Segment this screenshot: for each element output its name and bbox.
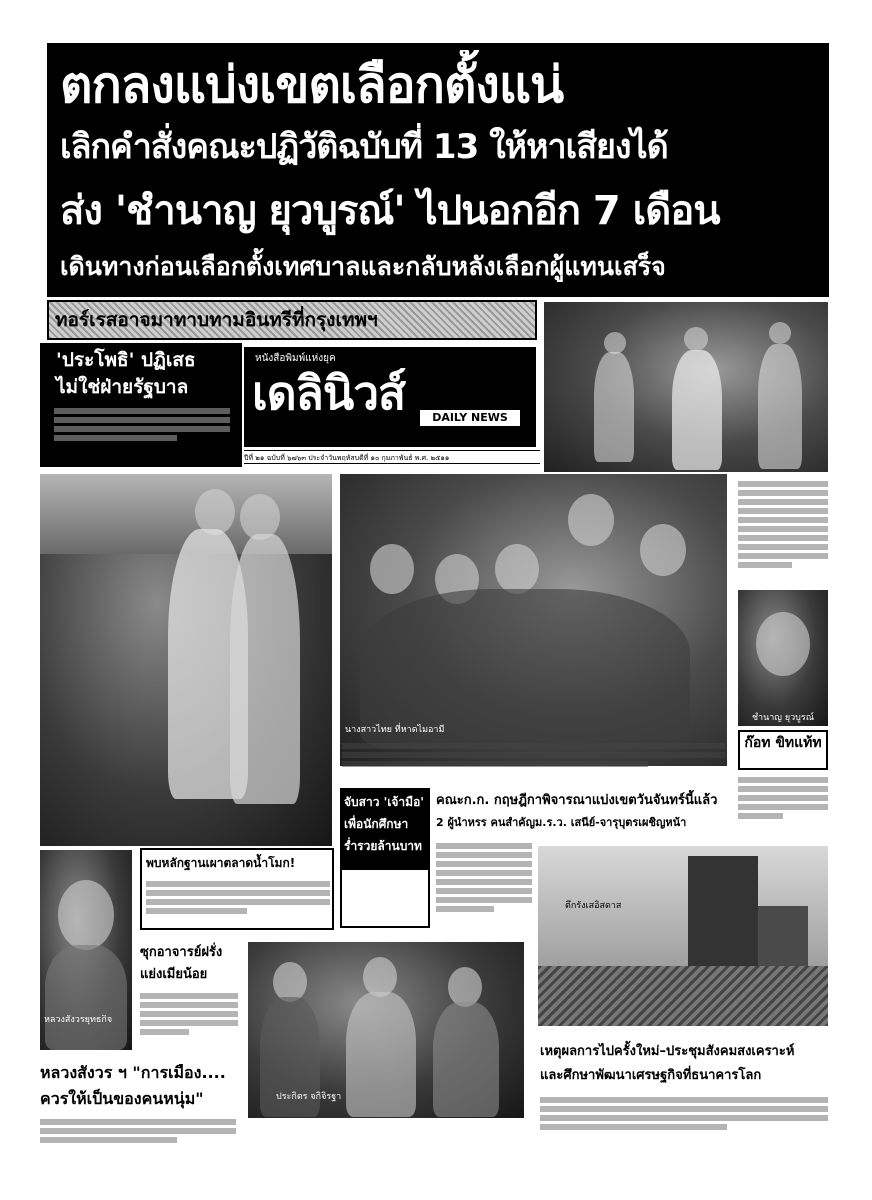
- banner-headline-4: เดินทางก่อนเลือกตั้งเทศบาลและกลับหลังเลือกผู้แทนเสร็จ: [60, 252, 666, 281]
- evidence-body: [146, 878, 330, 926]
- bottom-right-body: [540, 1094, 828, 1154]
- photo-group-caption: ประกิตร จกิจิรฐา: [276, 1092, 342, 1102]
- bottom-right-headline-1: เหตุผลการไปครั้งใหม่–ประชุมสังคมสงเคราะห์: [540, 1044, 795, 1059]
- left-small-headline-2: แย่งเมียน้อย: [140, 967, 208, 982]
- photo-miss-thailand: [340, 474, 727, 766]
- left-story-headline-2: ไม่ใช่ฝ่ายรัฐบาล: [56, 376, 189, 398]
- mid-headline-2: 2 ผู้นำหรร คนสำคัญม.ร.ว. เสนีย์-จารุบุตรเผชิญหน้า: [436, 816, 687, 829]
- left-story-body: [54, 405, 230, 460]
- masthead-tagline: หนังสือพิมพ์แห่งยุค: [255, 353, 336, 364]
- left-small-body: [140, 990, 238, 1050]
- masthead-subtitle: DAILY NEWS: [420, 410, 520, 426]
- mid-headline-1: คณะก.ก. กฤษฎีกาพิจารณาแบ่งเขตวันจันทร์นี้แล้ว: [436, 793, 718, 808]
- strip-headline: ทอร์เรสอาจมาทาบทามอินทรีที่กรุงเทพฯ: [55, 309, 378, 331]
- right-badge-text: [738, 774, 828, 844]
- photo-burnt-building-caption: ตึกรังเสอิสดาส: [565, 901, 622, 911]
- evidence-headline: พบหลักฐานเผาตลาดน้ำโมก!: [146, 856, 296, 870]
- photo-luang-caption: หลวงสังวรยุทธกิจ: [44, 1015, 113, 1025]
- box-story-headline-3: ร่ำรวยล้านบาท: [344, 839, 422, 853]
- box-story-headline-1: จับสาว 'เจ้ามือ': [344, 795, 424, 809]
- mid-body-text: [436, 840, 532, 930]
- bottom-left-headline-1: หลวงสังวร ฯ "การเมือง....: [40, 1063, 226, 1082]
- right-badge: ก๊อท ขิทแท้ท: [738, 730, 828, 770]
- photo-ceremony: [544, 302, 828, 472]
- photo-miss-thailand-text: [342, 740, 725, 784]
- banner-headline-1: ตกลงแบ่งเขตเลือกตั้งแน่: [60, 56, 564, 114]
- photo-beach-contestants: [40, 474, 332, 846]
- photo-miss-thailand-caption: นางสาวไทย ที่หาดไมอามี: [345, 725, 445, 735]
- bottom-right-headline-2: และศึกษาพัฒนาเศรษฐกิจที่ธนาคารโลก: [540, 1068, 762, 1083]
- photo-chamnan-caption: ชำนาญ ยุวบูรณ์: [751, 713, 815, 723]
- bottom-left-body: [40, 1116, 236, 1156]
- photo-burnt-building: [538, 846, 828, 1026]
- left-small-headline-1: ซุกอาจารย์ฝรั่ง: [140, 945, 223, 960]
- masthead-issue-line: ปีที่ ๒๑ ฉบับที่ ๖๗๖๓ ประจำวันพฤหัสบดีที่ ๑๐ กุมภาพันธ์ พ.ศ. ๒๕๑๑: [244, 450, 540, 464]
- left-story-headline-1: 'ประโพธิ' ปฏิเสธ: [56, 349, 196, 371]
- bottom-left-headline-2: ควรให้เป็นของคนหนุ่ม": [40, 1089, 204, 1108]
- photo-chamnan-portrait: [738, 590, 828, 726]
- masthead-title: เดลินิวส์: [252, 366, 406, 420]
- banner-headline-2: เลิกคำสั่งคณะปฏิวัติฉบับที่ 13 ให้หาเสียงได้: [60, 127, 668, 167]
- box-story-headline-2: เพื่อนักศึกษา: [344, 817, 409, 831]
- right-column-text: [738, 478, 828, 586]
- banner-headline-3: ส่ง 'ชำนาญ ยุวบูรณ์' ไปนอกอีก 7 เดือน: [60, 188, 720, 234]
